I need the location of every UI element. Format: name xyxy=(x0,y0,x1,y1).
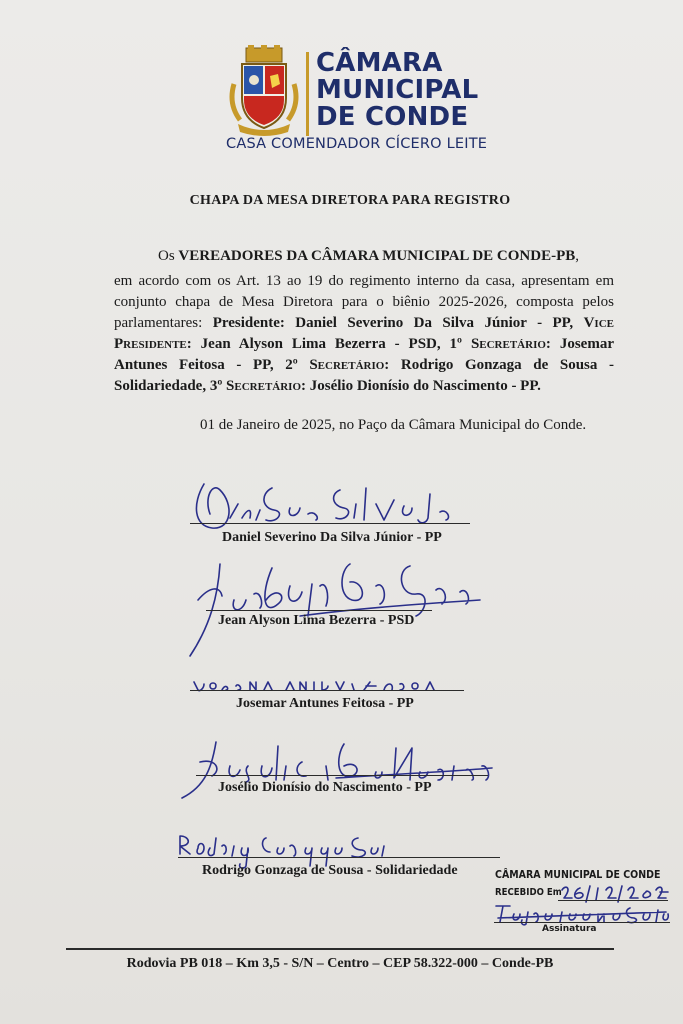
date-line: 01 de Janeiro de 2025, no Paço da Câmara Municipal do Conde. xyxy=(200,417,587,433)
signatory-name: Daniel Severino Da Silva Júnior - PP xyxy=(222,530,442,545)
coat-of-arms-logo xyxy=(226,44,302,136)
text-run-bold: Rodrigo Gonzaga de Sousa - xyxy=(400,357,614,373)
signatory-name: Josélio Dionísio do Nascimento - PP xyxy=(218,780,432,795)
stamp-label: CÂMARA MUNICIPAL DE CONDE xyxy=(495,868,661,881)
signature-line xyxy=(206,610,432,611)
paragraph-line xyxy=(114,355,614,375)
paragraph-line: em acordo com os Art. 13 ao 19 do regimento interno da casa, apresentam em xyxy=(114,273,614,289)
document-title: CHAPA DA MESA DIRETORA PARA REGISTRO xyxy=(189,193,511,208)
text-run-bold: Josélio Dionísio do Nascimento - PP. xyxy=(309,378,541,394)
signatory-name: Jean Alyson Lima Bezerra - PSD xyxy=(218,613,415,628)
signature-line xyxy=(196,775,488,776)
text-run-bold: Presidente: Daniel Severino Da Silva Júnior - PP, xyxy=(212,315,584,331)
text-run: Os xyxy=(158,248,179,264)
org-name-line2: MUNICIPAL xyxy=(316,75,479,105)
handwritten-signature xyxy=(180,556,490,662)
text-run-bold: Antunes Feitosa - PP, 2º xyxy=(114,357,310,373)
text-run-smallcaps: Secretário: xyxy=(226,378,310,394)
text-run-smallcaps: Secretário: xyxy=(470,336,560,352)
signature-line xyxy=(190,690,464,691)
paragraph-line xyxy=(114,376,541,396)
signatory-name: Rodrigo Gonzaga de Sousa - Solidariedade xyxy=(202,863,458,878)
paragraph-line xyxy=(158,246,579,266)
text-run-bold: Solidariedade, 3º xyxy=(114,378,227,394)
text-run-bold: Jean Alyson Lima Bezerra - PSD, 1º xyxy=(200,336,471,352)
handwritten-signature xyxy=(190,676,466,696)
signature-line xyxy=(190,523,470,524)
signatory-name: Josemar Antunes Feitosa - PP xyxy=(236,696,414,711)
stamp-signature-label: Assinatura xyxy=(542,924,597,934)
paragraph-line xyxy=(114,334,614,354)
text-run-smallcaps: Secretário: xyxy=(309,357,401,373)
footer-divider xyxy=(66,948,614,950)
handwritten-signature xyxy=(190,474,470,534)
text-run: parlamentares: xyxy=(114,315,213,331)
org-name-line3: DE CONDE xyxy=(316,102,469,132)
text-run-smallcaps: Presidente: xyxy=(114,336,201,352)
text-run-bold: VEREADORES DA CÂMARA MUNICIPAL DE CONDE-PB xyxy=(178,248,576,264)
paragraph-line xyxy=(114,313,614,333)
signature-line xyxy=(178,857,500,858)
header-divider xyxy=(306,52,309,136)
text-run-smallcaps: Vice xyxy=(583,315,614,331)
stamp-received-label: RECEBIDO Em xyxy=(495,887,562,898)
text-run: , xyxy=(575,248,579,264)
paragraph-line: conjunto chapa de Mesa Diretora para o biênio 2025-2026, composta pelos xyxy=(114,294,614,310)
org-subtitle: CASA COMENDADOR CÍCERO LEITE xyxy=(226,136,488,152)
footer-address: Rodovia PB 018 – Km 3,5 - S/N – Centro – CEP 58.322-000 – Conde-PB xyxy=(126,956,554,971)
org-name-line1: CÂMARA xyxy=(316,48,443,78)
stamp-signature-line xyxy=(494,922,670,923)
text-run-bold: Josemar xyxy=(559,336,614,352)
